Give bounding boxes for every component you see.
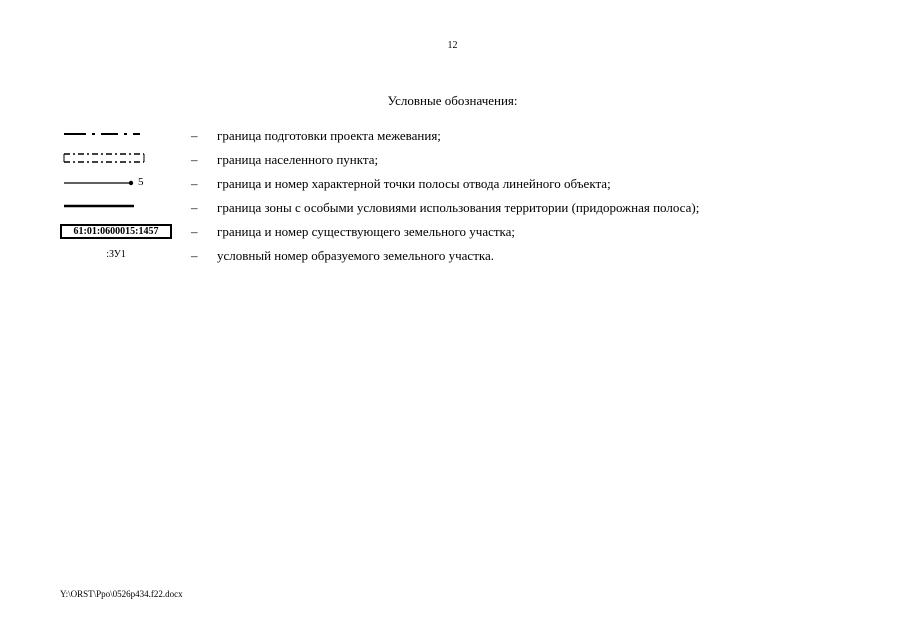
legend-description: условный номер образуемого земельного участка. (217, 248, 495, 263)
legend-item (56, 244, 856, 268)
thick-solid-line-symbol (56, 196, 181, 220)
legend-title (0, 93, 905, 109)
legend-dash: – (191, 248, 198, 263)
dash-dot-line-symbol (56, 124, 181, 148)
line-with-point-symbol (56, 172, 181, 196)
point-number-label: 5 (138, 176, 144, 188)
legend-description: граница и номер характерной точки полосы отвода линейного объекта; (217, 176, 611, 191)
parcel-box-symbol (56, 220, 181, 244)
parcel-number-box: 61:01:0600015:1457 (60, 224, 172, 239)
legend-description: граница и номер существующего земельного участка; (217, 224, 516, 239)
parcel-code-symbol (56, 244, 181, 268)
settlement-boundary-symbol (56, 148, 181, 172)
legend-list (56, 124, 856, 268)
page-number: 12 (447, 40, 458, 51)
dash-dot-line-icon (56, 124, 181, 148)
legend-dash: – (191, 176, 198, 191)
legend-dash: – (191, 224, 198, 239)
thick-solid-line-icon (56, 196, 181, 220)
footer-file-path: Y:\ORST\Ppo\0526p434.f22.docx (60, 589, 183, 599)
parcel-code-label: :ЗУ1 (106, 249, 126, 260)
legend-item (56, 172, 856, 196)
settlement-boundary-icon (56, 148, 181, 172)
legend-item (56, 196, 856, 220)
line-with-point-icon (56, 172, 181, 196)
legend-item (56, 124, 856, 148)
legend-dash: – (191, 152, 198, 167)
legend-description: граница подготовки проекта межевания; (217, 128, 441, 143)
legend-title-text: Условные обозначения: (387, 93, 518, 108)
legend-item (56, 148, 856, 172)
legend-dash: – (191, 128, 198, 143)
legend-description: граница зоны с особыми условиями использования территории (придорожная полоса); (217, 200, 700, 215)
legend-description: граница населенного пункта; (217, 152, 379, 167)
legend-item (56, 220, 856, 244)
legend-dash: – (191, 200, 198, 215)
